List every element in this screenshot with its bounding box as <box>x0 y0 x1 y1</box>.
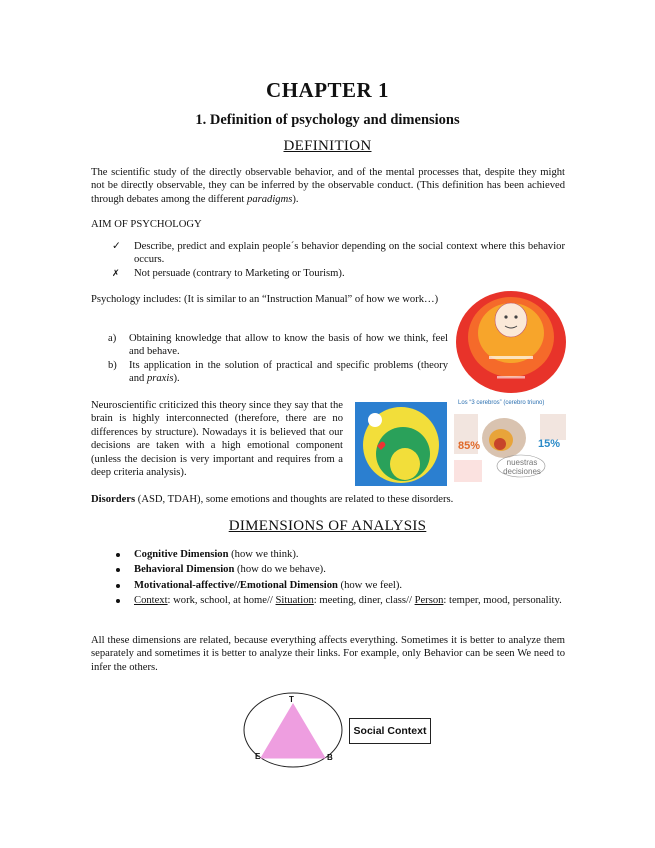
list-item <box>112 240 565 267</box>
bullet-icon <box>116 599 120 603</box>
disorders-bold: Disorders <box>91 494 136 505</box>
related-text: All these dimensions are related, because everything affects everything. Sometimes it is better to analyze them separately and sometimes it is better to analyze their links. For example, only Behavior can be seen We need to infer the others. <box>91 635 565 673</box>
list-marker: a) <box>108 333 117 344</box>
definition-text-end: ). <box>292 193 299 205</box>
dimension-name: Motivational-affective//Emotional Dimension <box>134 579 338 591</box>
triangle-label-top: T <box>289 695 294 704</box>
section-title: 1. Definition of psychology and dimensions <box>195 112 460 128</box>
bullet-icon <box>116 568 120 572</box>
list-item-text: Not persuade (contrary to Marketing or Tourism). <box>134 267 345 279</box>
dimension-desc: (how do we behave). <box>234 564 326 576</box>
triangle-label-right: B <box>327 753 333 762</box>
list-item-end: ). <box>173 373 180 385</box>
chapter-title: CHAPTER 1 <box>266 78 389 102</box>
cross-icon: ✗ <box>112 267 120 278</box>
list-item <box>112 563 565 576</box>
list-item-em: praxis <box>146 373 174 385</box>
percent-left: 85% <box>458 440 481 452</box>
list-item-text: Obtaining knowledge that allow to know the basis of how we think, feel and behave. <box>129 333 448 358</box>
definition-heading: DEFINITION <box>283 138 372 154</box>
dimensions-list <box>112 548 565 608</box>
disorders-text <box>91 493 565 506</box>
dimensions-heading: DIMENSIONS OF ANALYSIS <box>228 518 427 534</box>
check-icon: ✓ <box>112 241 121 252</box>
list-item-text: Its application in the solution of practical and specific problems (theory and <box>129 359 448 385</box>
triune-brain-circles-image <box>355 402 447 486</box>
person-term: Person <box>414 595 444 607</box>
neuro-text: Neuroscientific criticized this theory since they say that the brain is highly interconnected (therefore, there are no differences by structure). Nowadays it is believed that our decisions are taken with a high emotional component (unless the decision is very important and requires from a deep criteria analysis). <box>91 400 343 479</box>
list-item <box>108 359 448 386</box>
includes-list <box>108 332 448 386</box>
list-item <box>112 579 565 592</box>
bullet-icon <box>116 553 120 557</box>
includes-intro: Psychology includes: (It is similar to an “Instruction Manual” of how we work…) <box>91 294 439 305</box>
triangle-label-left: E <box>255 752 261 761</box>
definition-text-main: The scientific study of the directly observable behavior, and of the mental processes that, despite they might not be directly observable, they can be inferred by the observable conduct. (This definition has been achieved through debates among the different <box>91 167 565 205</box>
list-item <box>112 548 565 561</box>
dimension-name: Behavioral Dimension <box>134 564 235 576</box>
person-desc: : temper, mood, personality. <box>443 595 562 607</box>
definition-text-em: paradigms <box>247 193 293 205</box>
social-context-box: Social Context <box>349 718 431 744</box>
list-item-text: Describe, predict and explain people´s behavior depending on the social context where this behavior occurs. <box>134 241 565 266</box>
list-marker: b) <box>108 359 117 371</box>
dimension-desc: (how we think). <box>228 549 299 560</box>
situation-desc: : meeting, diner, class// <box>313 595 415 607</box>
list-item <box>108 332 448 359</box>
percent-right: 15% <box>538 438 561 450</box>
dimension-name: Cognitive Dimension <box>134 549 229 560</box>
context-desc: : work, school, at home// <box>167 595 276 607</box>
definition-text <box>91 166 565 206</box>
brain-layers-target-image <box>455 290 567 394</box>
bullet-icon <box>116 584 120 588</box>
aim-label: AIM OF PSYCHOLOGY <box>91 219 202 230</box>
triune-brain-infographic <box>452 398 570 484</box>
dimension-desc: (how we feel). <box>337 579 403 591</box>
disorders-rest: (ASD, TDAH), some emotions and thoughts are related to these disorders. <box>135 494 454 505</box>
list-item <box>112 267 565 280</box>
list-item <box>112 594 565 607</box>
infographic-title: Los “3 cerebros” (cerebro triuno) <box>458 400 545 406</box>
aim-list <box>112 240 565 280</box>
infographic-caption: nuestras decisiones <box>503 458 541 476</box>
context-term: Context <box>134 595 168 607</box>
situation-term: Situation <box>275 595 314 607</box>
